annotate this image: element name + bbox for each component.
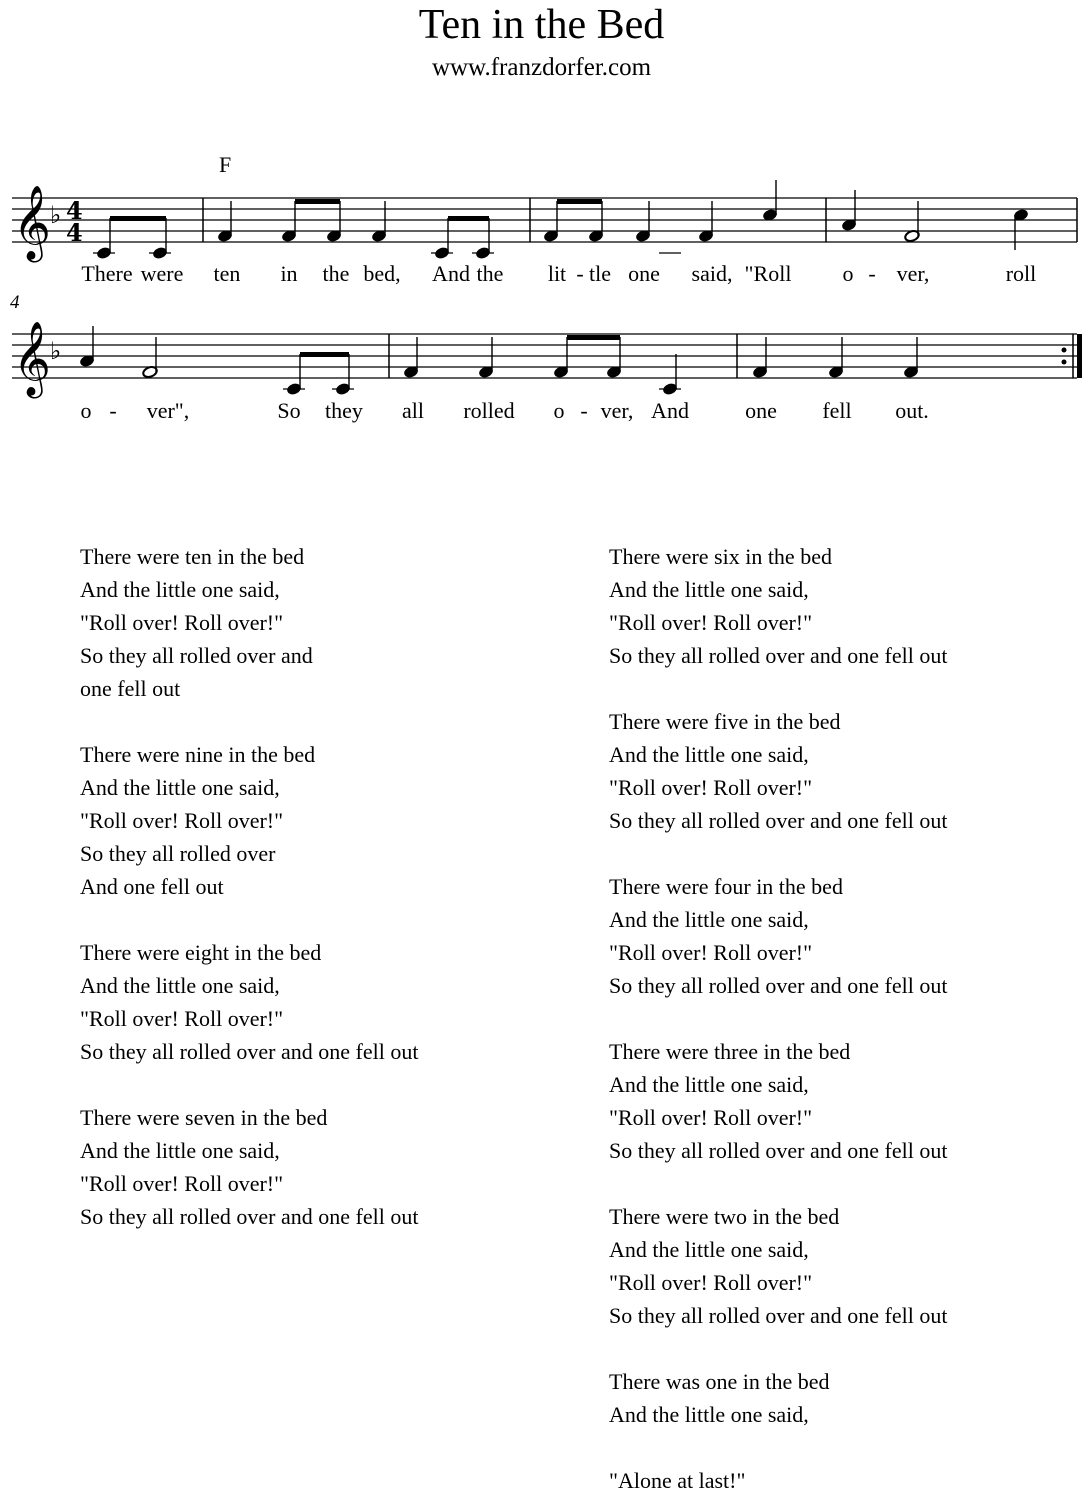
verse-line: So they all rolled over and one fell out — [80, 1039, 419, 1064]
verse-line: "Roll over! Roll over!" — [609, 610, 813, 635]
stanza-gap — [609, 1332, 1083, 1365]
lyric-syllable: bed, — [363, 261, 401, 286]
lyric-syllable: rolled — [463, 398, 515, 423]
lyric-syllable: - — [580, 398, 588, 423]
lyric-syllable: said, — [691, 261, 733, 286]
lyric-syllable: - — [109, 398, 117, 423]
verse-line: There were five in the bed — [609, 709, 841, 734]
verse-line: And the little one said, — [80, 1138, 280, 1163]
verse-line: And the little one said, — [609, 1072, 809, 1097]
lyric-syllable: And — [432, 261, 470, 286]
lyric-syllable: So — [277, 398, 301, 423]
lyric-syllable: the — [476, 261, 504, 286]
lyric-syllable: "Roll — [744, 261, 792, 286]
lyric-syllable: in — [280, 261, 298, 286]
verse-line: "Roll over! Roll over!" — [80, 1171, 284, 1196]
flat-icon: ♭ — [50, 201, 62, 229]
beam — [110, 216, 166, 221]
verse-line: There were nine in the bed — [80, 742, 316, 767]
beam — [295, 199, 340, 204]
lyric-syllable: one — [745, 398, 777, 423]
lyric-syllable: roll — [1005, 261, 1037, 286]
treble-clef-icon: 𝄞 — [13, 322, 51, 396]
verse-line: There were eight in the bed — [80, 940, 322, 965]
verse-line: "Roll over! Roll over!" — [609, 1105, 813, 1130]
verse-line: And the little one said, — [609, 577, 809, 602]
lyric-syllable: all — [402, 398, 424, 423]
verse-line: "Roll over! Roll over!" — [80, 610, 284, 635]
lyric-syllable: ver", — [146, 398, 190, 423]
verses-left-column — [80, 540, 560, 1233]
lyric-syllable: ver, — [600, 398, 634, 423]
stanza-gap — [80, 1068, 560, 1101]
stanza-gap — [609, 837, 1083, 870]
verse-line: "Roll over! Roll over!" — [609, 775, 813, 800]
lyric-syllable: the — [322, 261, 350, 286]
verse-line: And the little one said, — [80, 577, 280, 602]
page-title: Ten in the Bed — [418, 2, 665, 48]
verse-line: "Roll over! Roll over!" — [80, 1006, 284, 1031]
lyric-syllable: ver, — [896, 261, 930, 286]
verse-line: So they all rolled over and one fell out — [609, 808, 948, 833]
verse-line: So they all rolled over and one fell out — [609, 1138, 948, 1163]
verse-line: There were seven in the bed — [80, 1105, 328, 1130]
time-signature-top: 4 — [66, 196, 83, 225]
lyric-syllable: lit — [547, 261, 567, 286]
verse-line: And the little one said, — [80, 775, 280, 800]
verse-line: There was one in the bed — [609, 1369, 830, 1394]
staff-system-1 — [0, 178, 1083, 268]
chord-symbol: F — [219, 152, 232, 177]
verse-line: And the little one said, — [609, 1237, 809, 1262]
beam — [557, 199, 602, 204]
lyric-syllable: were — [140, 261, 184, 286]
notes — [79, 326, 918, 396]
verse-line: So they all rolled over — [80, 841, 276, 866]
verse-line: There were two in the bed — [609, 1204, 840, 1229]
website-url: www.franzdorfer.com — [431, 54, 652, 81]
lyric-syllable: o — [842, 261, 854, 286]
verse-line: So they all rolled over and one fell out — [80, 1204, 419, 1229]
staff-system-2 — [0, 314, 1083, 404]
verse-line: There were ten in the bed — [80, 544, 305, 569]
verses-right-column — [609, 540, 1083, 1497]
beam — [567, 335, 620, 340]
verse-line: So they all rolled over and — [80, 643, 313, 668]
verse-line: So they all rolled over and one fell out — [609, 973, 948, 998]
stanza-gap — [609, 672, 1083, 705]
verse-line: There were three in the bed — [609, 1039, 851, 1064]
treble-clef-icon: 𝄞 — [13, 186, 51, 260]
stanza-gap — [609, 1167, 1083, 1200]
verse-line: And the little one said, — [80, 973, 280, 998]
lyric-syllable: one — [628, 261, 660, 286]
beam — [448, 216, 489, 221]
beam — [300, 352, 349, 357]
lyric-syllable: tle — [589, 261, 611, 286]
verse-line: And the little one said, — [609, 742, 809, 767]
verse-line: There were six in the bed — [609, 544, 832, 569]
verse-line: "Alone at last!" — [609, 1468, 746, 1493]
measure-number: 4 — [10, 292, 20, 313]
verse-line: There were four in the bed — [609, 874, 843, 899]
lyric-syllable: o — [80, 398, 92, 423]
lyric-syllable: o — [553, 398, 565, 423]
time-signature-bottom: 4 — [66, 218, 83, 247]
verse-line: And one fell out — [80, 874, 224, 899]
stanza-gap — [80, 903, 560, 936]
lyric-syllable: - — [576, 261, 584, 286]
lyric-syllable: There — [81, 261, 133, 286]
final-barline — [1077, 334, 1082, 378]
lyric-syllable: they — [325, 398, 363, 423]
lyric-syllable: And — [651, 398, 689, 423]
verse-line: And the little one said, — [609, 907, 809, 932]
lyric-syllable: ten — [213, 261, 241, 286]
verse-line: So they all rolled over and one fell out — [609, 643, 948, 668]
verse-line: one fell out — [80, 676, 181, 701]
verse-line: "Roll over! Roll over!" — [609, 940, 813, 965]
lyric-syllable: fell — [822, 398, 852, 423]
verse-line: "Roll over! Roll over!" — [609, 1270, 813, 1295]
flat-icon: ♭ — [50, 337, 62, 365]
verse-line: "Roll over! Roll over!" — [80, 808, 284, 833]
lyric-syllable: - — [868, 261, 876, 286]
verse-line: So they all rolled over and one fell out — [609, 1303, 948, 1328]
stanza-gap — [609, 1431, 1083, 1464]
lyric-syllable: out. — [895, 398, 929, 423]
stanza-gap — [80, 705, 560, 738]
stanza-gap — [609, 1002, 1083, 1035]
verse-line: And the little one said, — [609, 1402, 809, 1427]
